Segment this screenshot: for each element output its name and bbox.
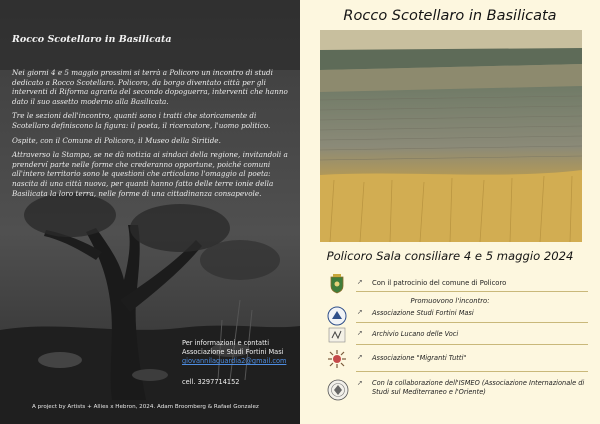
intro-paragraph-1: Nei giorni 4 e 5 maggio prossimi si terrà a Policoro un incontro di studi dedicato a Rocco Scotellaro. Policoro, da borgo diventato città per gli interventi di Riforma agraria del secondo dopoguerra, interventi che hanno dato il suo assetto moderno alla Basilicata.: [12, 68, 288, 106]
bullet-icon: ➚: [357, 353, 363, 361]
intro-text: [12, 68, 290, 203]
cell-number: cell. 3297714152: [182, 378, 240, 386]
bullet-icon: ➚: [357, 308, 363, 316]
email-link[interactable]: giovannilaguardia2@gmail.com: [182, 357, 287, 365]
contacts-org: Associazione Studi Fortini Masi: [182, 348, 284, 356]
separator: [356, 344, 588, 345]
org-archivio-lucano: Archivio Lucano delle Voci: [372, 330, 459, 338]
separator: [356, 322, 588, 323]
patronage-text: Con il patrocinio del comune di Policoro: [372, 279, 507, 287]
contacts-block: [182, 339, 297, 387]
photo-credit: A project by Artists + Allies x Hebron, 2024. Adam Broomberg & Rafael Gonzalez: [32, 404, 259, 410]
bullet-icon: ➚: [357, 329, 363, 337]
fortini-masi-logo-icon: [327, 306, 347, 326]
intro-paragraph-4: Attraverso la Stampa, se ne dà notizia ai sindaci della regione, invitandoli a prenderví parte nelle forme che crederanno opportune, poiché comuni all'intero territorio sono le questioni che articolano l'omaggio al poeta: nascita di una città nuova, per quanti hanno fatto delle terre ionie della Basilicata la loro terra, nelle forme di una cittadinanza consapevole.: [12, 150, 288, 198]
bullet-icon: ➚: [357, 379, 363, 387]
migranti-tutti-logo-icon: [327, 349, 347, 369]
separator: [356, 291, 588, 292]
event-subtitle: Policoro Sala consiliare 4 e 5 maggio 2024: [326, 249, 574, 263]
right-panel: [300, 0, 600, 424]
bullet-icon: ➚: [357, 278, 363, 286]
promote-heading: Promuovono l'incontro:: [410, 297, 490, 305]
org-fortini-masi: Associazione Studi Fortini Masi: [372, 309, 474, 317]
org-migranti-tutti: Associazione "Migranti Tutti": [372, 354, 467, 362]
right-title: Rocco Scotellaro in Basilicata: [343, 8, 557, 24]
contacts-heading: Per informazioni e contatti: [182, 339, 270, 347]
archivio-voci-logo-icon: [328, 326, 346, 344]
intro-paragraph-2: Tre le sezioni dell'incontro, quanti sono i tratti che storicamente di Scotellaro definiscono la figura: il poeta, il ricercatore, l'uomo politico.: [12, 111, 271, 130]
ismeo-logo-icon: [327, 379, 349, 401]
intro-paragraph-3: Ospite, con il Comune di Policoro, il Museo della Siritide.: [12, 135, 221, 145]
wheat-field-photo: [320, 30, 582, 242]
ismeo-collaboration: Con la collaborazione dell'ISMEO (Associazione Internazionale di Studi sul Mediterraneo e l'Oriente): [372, 379, 585, 396]
left-title: Rocco Scotellaro in Basilicata: [12, 34, 172, 45]
separator: [356, 371, 588, 372]
policoro-crest-icon: [330, 274, 344, 294]
